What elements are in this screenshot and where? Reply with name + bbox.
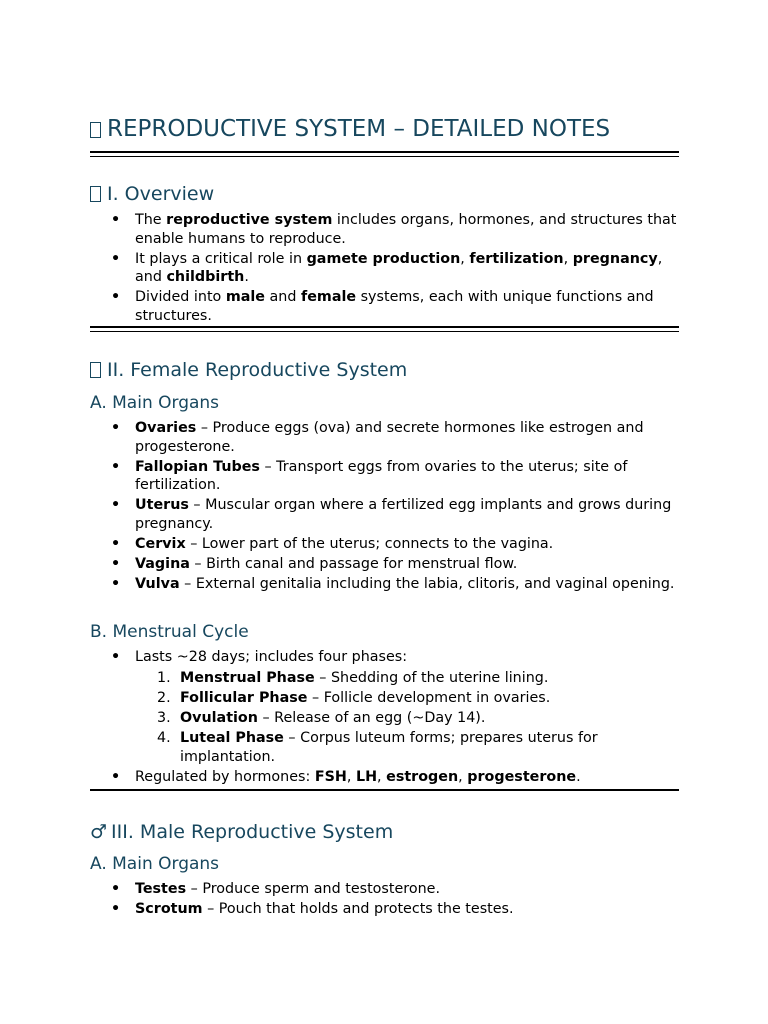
text-run: includes organs, hormones, and structures that enable humans to reproduce.: [135, 212, 677, 247]
bold-term: Vagina: [135, 556, 190, 573]
male-organs-list: [90, 880, 679, 920]
text-run: – Birth canal and passage for menstrual flow.: [189, 556, 518, 573]
phase-item: [135, 669, 679, 688]
text-run: ,: [377, 768, 387, 785]
bold-term: reproductive system: [166, 212, 333, 228]
section-divider: [90, 326, 679, 332]
overview-heading-text: I. Overview: [107, 183, 215, 205]
text-run: – Transport eggs from ovaries to the uterus; site of fertilization.: [135, 458, 628, 494]
bold-term: estrogen: [386, 768, 459, 785]
text-run: Divided into: [135, 289, 226, 306]
female-organs-list: [90, 419, 679, 596]
male-organs-heading: A. Main Organs: [90, 854, 220, 874]
phase-item: [135, 709, 679, 728]
bold-term: Menstrual Phase: [180, 669, 315, 686]
text-run: ,: [563, 250, 573, 267]
phase-item: [135, 689, 679, 708]
text-run: systems, each with unique functions and structures.: [135, 289, 654, 324]
list-item: [90, 535, 679, 554]
list-item: [90, 419, 679, 456]
phase-number: 4.: [157, 730, 171, 747]
bold-term: male: [225, 289, 265, 306]
list-item: [90, 250, 679, 287]
overview-heading: [90, 183, 214, 205]
female-section-heading: [90, 359, 407, 381]
list-item: [90, 288, 679, 325]
text-run: and: [265, 289, 301, 306]
male-section-heading: [90, 821, 393, 843]
bold-term: pregnancy: [572, 250, 658, 267]
text-run: – Pouch that holds and protects the testes.: [202, 901, 514, 918]
female-section-heading-text: II. Female Reproductive System: [107, 359, 408, 381]
text-run: – Shedding of the uterine lining.: [314, 669, 549, 686]
missing-glyph-icon: [90, 362, 101, 378]
text-run: – Lower part of the uterus; connects to the vagina.: [185, 536, 554, 553]
text-run: – Follicle development in ovaries.: [307, 689, 551, 706]
menstrual-cycle-heading: B. Menstrual Cycle: [90, 622, 249, 642]
text-run: – Produce sperm and testosterone.: [186, 881, 440, 897]
bold-term: Ovaries: [135, 420, 197, 436]
list-item: [90, 768, 679, 787]
bold-term: Luteal Phase: [180, 730, 284, 747]
bold-term: gamete production: [306, 250, 461, 267]
text-run: .: [244, 269, 249, 286]
list-item: [90, 458, 679, 495]
text-run: ,: [346, 768, 356, 785]
phase-number: 1.: [157, 669, 171, 686]
bold-term: Cervix: [135, 536, 186, 553]
list-item: [90, 648, 679, 766]
text-run: , and: [135, 250, 663, 286]
overview-list: [90, 211, 679, 327]
text-run: It plays a critical role in: [135, 250, 307, 267]
bold-term: Uterus: [135, 497, 189, 514]
text-run: ,: [458, 768, 468, 785]
page-title-text: REPRODUCTIVE SYSTEM – DETAILED NOTES: [107, 116, 611, 142]
text-run: – External genitalia including the labia, clitoris, and vaginal opening.: [179, 576, 675, 593]
list-item: [90, 575, 679, 594]
phase-number: 2.: [157, 689, 171, 706]
text-run: Regulated by hormones:: [135, 768, 315, 785]
male-section-heading-text: III. Male Reproductive System: [111, 821, 394, 843]
female-organs-heading: A. Main Organs: [90, 393, 220, 413]
missing-glyph-icon: [90, 186, 101, 202]
text-run: – Produce eggs (ova) and secrete hormones like estrogen and progesterone.: [135, 420, 644, 455]
bold-term: childbirth: [166, 269, 245, 286]
bold-term: Fallopian Tubes: [135, 458, 260, 475]
bold-term: Follicular Phase: [180, 689, 308, 706]
text-run: – Corpus luteum forms; prepares uterus for implantation.: [180, 730, 598, 765]
bold-term: FSH: [314, 768, 347, 785]
section-divider: [90, 789, 679, 791]
page-title: [90, 116, 610, 142]
menstrual-cycle-list: [90, 648, 679, 788]
list-item: [90, 496, 679, 533]
bold-term: progesterone: [467, 768, 577, 785]
bold-term: Testes: [135, 881, 187, 897]
cycle-intro: Lasts ~28 days; includes four phases:: [135, 649, 408, 665]
bold-term: Vulva: [135, 576, 180, 593]
text-run: – Muscular organ where a fertilized egg implants and grows during pregnancy.: [135, 497, 672, 532]
text-run: – Release of an egg (~Day 14).: [257, 709, 486, 726]
phases-list: [135, 669, 679, 767]
missing-glyph-icon: [90, 122, 101, 138]
text-run: The: [135, 212, 167, 228]
title-divider: [90, 151, 679, 157]
phase-item: [135, 729, 679, 766]
text-run: .: [576, 768, 581, 785]
bold-term: LH: [355, 768, 378, 785]
list-item: [90, 211, 679, 248]
bold-term: Ovulation: [180, 709, 258, 726]
bold-term: fertilization: [469, 250, 564, 267]
list-item: [90, 880, 679, 899]
list-item: [90, 555, 679, 574]
text-run: ,: [460, 250, 470, 267]
phase-number: 3.: [157, 709, 171, 726]
bold-term: Scrotum: [135, 901, 203, 918]
male-symbol-icon: ♂: [90, 821, 108, 843]
list-item: [90, 900, 679, 919]
bold-term: female: [301, 289, 357, 306]
